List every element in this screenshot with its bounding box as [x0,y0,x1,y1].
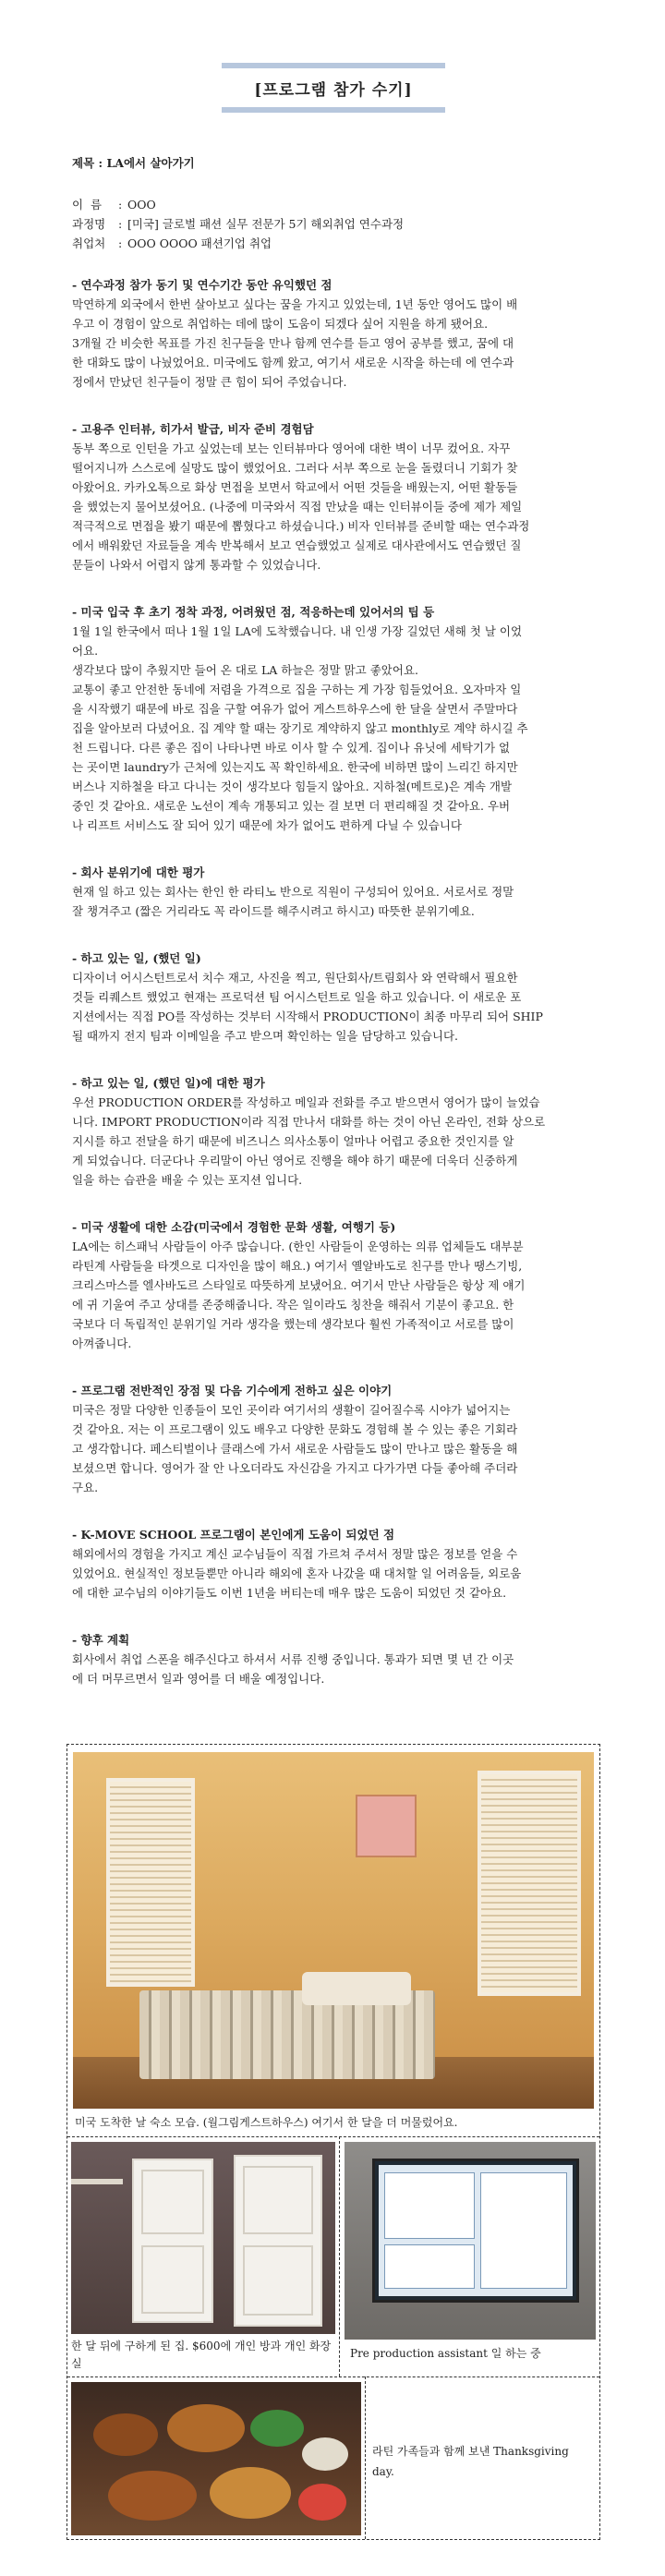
section-line: 것 같아요. 저는 이 프로그램이 있도 배우고 다양한 문화도 경험해 볼 수 있는 좋은 기회라 [72,1422,518,1436]
dish [298,2484,346,2521]
section-line: 나 리프트 서비스도 잘 되어 있기 때문에 차가 없어도 편하게 다닐 수 있습니다 [72,818,463,832]
section-line: 회사에서 취업 스폰을 해주신다고 하셔서 서류 진행 중입니다. 통과가 되면 몇 년 간 이곳 [72,1652,514,1666]
bedroom-caption: 미국 도착한 날 숙소 모습. (월그림게스트하우스) 여기서 한 달을 더 머물렀어요. [75,2116,458,2129]
office-photo [345,2142,596,2340]
section-line: 것들 리퀘스트 했었고 현재는 프로덕션 팀 어시스턴트로 일을 하고 있습니다. 이 새로운 포 [72,990,522,1004]
grid-divider-v1 [339,2136,340,2376]
info-row [72,234,595,253]
grid-divider-h2 [67,2376,599,2377]
section-line: 해외에서의 경험을 가지고 계신 교수님들이 직접 가르쳐 주셔서 정말 많은 정보를 얻을 수 [72,1547,518,1561]
section-line: 에 대한 교수님의 이야기들도 이번 1년을 버티는데 매우 많은 도움이 되었던 것 같아요. [72,1586,507,1600]
grid-divider-h1 [67,2136,599,2137]
monitor-screen [379,2165,573,2296]
thanksgiving-caption: 라틴 가족들과 함께 보낸 Thanksgiving day. [372,2445,569,2478]
window-blind-right [478,1771,581,1996]
section-line: 우선 PRODUCTION ORDER를 작성하고 메일과 전화를 주고 받으면서 영어가 많이 늘었습 [72,1095,540,1109]
section-line: 라틴계 사람들을 타겟으로 디자인을 많이 해요.) 여기서 옐알바도로 친구를 만나 땡스기빙, [72,1259,523,1273]
section-heading: - 회사 분위기에 대한 평가 [72,865,205,879]
info-colon: : [118,198,123,212]
essay-section [72,949,595,1046]
section-line: 에 더 머무르면서 일과 영어를 더 배울 예정입니다. [72,1672,325,1686]
section-heading: - 고용주 인터뷰, 히가서 발급, 비자 준비 경험담 [72,422,314,436]
info-value: OOO OOOO 패션기업 취업 [127,236,272,250]
section-line: 는 곳이면 laundry가 근처에 있는지도 꼭 확인하세요. 한국에 비하면 많이 느리긴 하지만 [72,760,518,774]
info-block [72,195,595,253]
section-line: 니다. IMPORT PRODUCTION이라 직접 만나서 대화를 하는 것이 아닌 온라인, 전화 상으로 [72,1115,546,1129]
section-line: 에서 배워왔던 자료들을 계속 반복해서 보고 연습했었고 실제로 대사관에서도 연습했던 질 [72,538,522,552]
essay-section [72,602,595,835]
bathroom-caption: 한 달 뒤에 구하게 된 집. $600에 개인 방과 개인 화장실 [71,2340,332,2370]
window-blind-left [106,1778,195,1987]
info-value: OOO [127,198,156,212]
app-window [384,2244,475,2289]
essay-section [72,1381,595,1497]
section-heading: - 연수과정 참가 동기 및 연수기간 동안 유익했던 점 [72,278,332,292]
essay-section [72,275,595,392]
section-line: 을 시작했기 때문에 바로 집을 구할 여유가 없어 게스트하우스에 한 달을 살면서 주말마다 [72,702,518,716]
door-panel [141,2170,204,2234]
section-line: 집을 알아보러 다녔어요. 집 계약 할 때는 장기로 계약하지 않고 monthly로 계약 하시길 추 [72,721,528,735]
section-line: 막연하게 외국에서 한번 살아보고 싶다는 꿈을 가지고 있었는데, 1년 동안 영어도 많이 배 [72,297,518,311]
section-line: 정에서 만났던 친구들이 정말 큰 힘이 되어 주었습니다. [72,375,347,389]
section-line: 게 되었습니다. 더군다나 우리말이 아닌 영어로 진행을 해야 하기 때문에 더욱더 신중하게 [72,1154,518,1167]
bathroom-photo [71,2142,335,2334]
section-line: 떨어지니까 스스로에 실망도 많이 했었어요. 그러다 서부 쪽으로 눈을 돌렸더니 기회가 찾 [72,461,518,475]
section-line: 지시를 하고 전달을 하기 때문에 비즈니스 의사소통이 얼마나 어렵고 중요한 것인지를 알 [72,1134,514,1148]
essay-subject: 제목 : LA에서 살아가기 [72,156,195,170]
essay-section [72,1073,595,1190]
info-label: 이 름 [72,198,103,212]
section-line: 동부 쪽으로 인턴을 가고 싶었는데 보는 인터뷰마다 영어에 대한 벽이 너무 컸어요. 자꾸 [72,441,511,455]
closet-shelf [71,2179,123,2184]
info-row [72,214,595,234]
info-label: 취업처 [72,236,106,250]
app-window [384,2172,475,2239]
app-window [480,2172,567,2289]
section-line: 크리스마스를 엘사바도르 스타일로 따뜻하게 보냈어요. 여기서 만난 사람들은 항상 제 얘기 [72,1278,526,1292]
door-panel [141,2245,204,2314]
closet-door-right [234,2155,322,2327]
section-line: 보셨으면 합니다. 영어가 잘 안 나오더라도 자신감을 가지고 다가가면 다들 좋아해 주더라 [72,1461,518,1475]
door-panel [243,2245,313,2316]
info-colon: : [118,236,123,250]
dish [302,2437,348,2471]
section-line: 될 때까지 전지 팀과 이메일을 주고 받으며 확인하는 일을 담당하고 있습니다. [72,1029,459,1043]
section-line: 1월 1일 한국에서 떠나 1월 1일 LA에 도착했습니다. 내 인생 가장 길었던 새해 첫 날 이었 [72,624,523,638]
essay-section [72,1630,595,1688]
section-line: 을 했었는지 물어보셨어요. (나중에 미국와서 직접 만났을 때는 인터뷰이들 중에 제가 제일 [72,500,523,514]
section-line: 국보다 더 독립적인 분위기일 거라 생각을 했는데 생각보다 훨씬 가족적이고 서로를 많이 [72,1317,514,1331]
info-value: [미국] 글로벌 패션 실무 전문가 5기 해외취업 연수과정 [127,217,405,231]
section-line: 천 드립니다. 다른 좋은 집이 나타나면 바로 이사 할 수 있게. 집이나 유닛에 세탁기가 없 [72,741,511,755]
section-line: 구요. [72,1481,99,1494]
section-line: 우고 이 경험이 앞으로 취업하는 데에 많이 도움이 되겠다 싶어 지원을 하게 됐어요. [72,317,489,331]
grid-divider-v2 [365,2376,366,2539]
section-heading: - 하고 있는 일, (했던 일)에 대한 평가 [72,1076,265,1090]
section-line: 아껴줍니다. [72,1336,132,1350]
dish [167,2404,245,2452]
title-bottom-rule [222,107,445,113]
office-caption: Pre production assistant 일 하는 중 [350,2347,541,2360]
section-heading: - 하고 있는 일, (했던 일) [72,951,201,965]
computer-monitor [372,2159,579,2303]
section-heading: - 미국 생활에 대한 소감(미국에서 경험한 문화 생활, 여행기 등) [72,1220,396,1234]
info-label: 과정명 [72,217,106,231]
essay-section [72,1525,595,1602]
section-line: 3개월 간 비슷한 목표를 가진 친구들을 만나 함께 연수를 듣고 영어 공부를 했고, 꿈에 대 [72,336,514,350]
section-line: 생각보다 많이 추웠지만 들어 온 대로 LA 하늘은 정말 맑고 좋았어요. [72,663,418,677]
essay-section [72,419,595,574]
bedroom-photo [73,1752,594,2109]
section-heading: - K-MOVE SCHOOL 프로그램이 본인에게 도움이 되었던 점 [72,1528,395,1542]
section-line: 고 생각합니다. 페스티벌이나 클래스에 가서 새로운 사람들도 많이 만나고 많은 활동을 해 [72,1442,518,1456]
section-line: 적극적으로 면접을 봤기 때문에 뽑혔다고 하셨습니다.) 비자 인터뷰를 준비할 때는 연수과정 [72,519,530,533]
section-line: LA에는 히스패닉 사람들이 아주 많습니다. (한인 사람들이 운영하는 의류 업체들도 대부분 [72,1240,524,1253]
dish [93,2413,158,2456]
essay-section [72,863,595,921]
thanksgiving-photo [71,2382,361,2535]
section-line: 버스나 지하철을 타고 다니는 것이 생각보다 힘들지 않아요. 지하철(메트로)은 계속 개발 [72,780,513,793]
section-heading: - 미국 입국 후 초기 정착 과정, 어려웠던 점, 적응하는데 있어서의 팁 등 [72,605,435,619]
wall-picture [356,1795,417,1857]
door-panel [243,2166,313,2234]
pillow [302,1972,411,2005]
section-line: 어요. [72,644,99,658]
dish [210,2467,291,2519]
section-line: 문들이 나와서 어렵지 않게 통과할 수 있었습니다. [72,558,321,572]
dish [108,2471,197,2521]
section-line: 잘 챙겨주고 (짧은 거리라도 꼭 라이드를 해주시려고 하시고) 따뜻한 분위기예요. [72,904,475,918]
essay-section [72,1217,595,1353]
essay-sections [72,275,595,1688]
section-line: 일을 하는 습관을 배울 수 있는 포지션 입니다. [72,1173,303,1187]
section-line: 교통이 좋고 안전한 동네에 저렴을 가격으로 집을 구하는 게 가장 힘들었어요. 오자마자 일 [72,683,522,696]
section-line: 있었어요. 현실적인 정보들뿐만 아니라 해외에 혼자 나갔을 때 대처할 일 어려움들, 외로움 [72,1566,522,1580]
info-colon: : [118,217,123,231]
essay-body [72,153,595,1688]
dish [250,2410,304,2447]
section-line: 한 대화도 많이 나눴었어요. 미국에도 함께 왔고, 여기서 새로운 시작을 하는데 에 연수과 [72,356,514,369]
info-row [72,195,595,214]
section-heading: - 프로그램 전반적인 장점 및 다음 기수에게 전하고 싶은 이야기 [72,1384,393,1397]
section-line: 에 귀 기울여 주고 상대를 존중해줍니다. 작은 일이라도 칭찬을 해줘서 기분이 좋고요. 한 [72,1298,514,1312]
section-line: 미국은 정말 다양한 인종들이 모인 곳이라 여기서의 생활이 길어질수록 시야가 넓어지는 [72,1403,511,1417]
section-line: 현재 일 하고 있는 회사는 한인 한 라티노 반으로 직원이 구성되어 있어요. 서로서로 정말 [72,885,514,899]
section-line: 중인 것 같아요. 새로운 노선이 계속 개통되고 있는 걸 보면 더 편리해질 것 같아요. 우버 [72,799,511,813]
section-line: 디자이너 어시스턴트로서 치수 재고, 사진을 찍고, 원단회사/트림회사 와 연락해서 필요한 [72,971,518,985]
section-line: 아왔어요. 카카오톡으로 화상 면접을 보면서 학교에서 어떤 것들을 배웠는지, 어떤 활동들 [72,480,518,494]
section-heading: - 향후 계획 [72,1633,130,1647]
section-line: 지션에서는 직접 PO를 작성하는 것부터 시작해서 PRODUCTION이 최종 마무리 되어 SHIP [72,1010,543,1023]
page-title: [프로그램 참가 수기] [254,81,413,100]
closet-door-left [132,2159,213,2323]
photo-grid [66,1744,600,2540]
title-block [222,63,445,113]
